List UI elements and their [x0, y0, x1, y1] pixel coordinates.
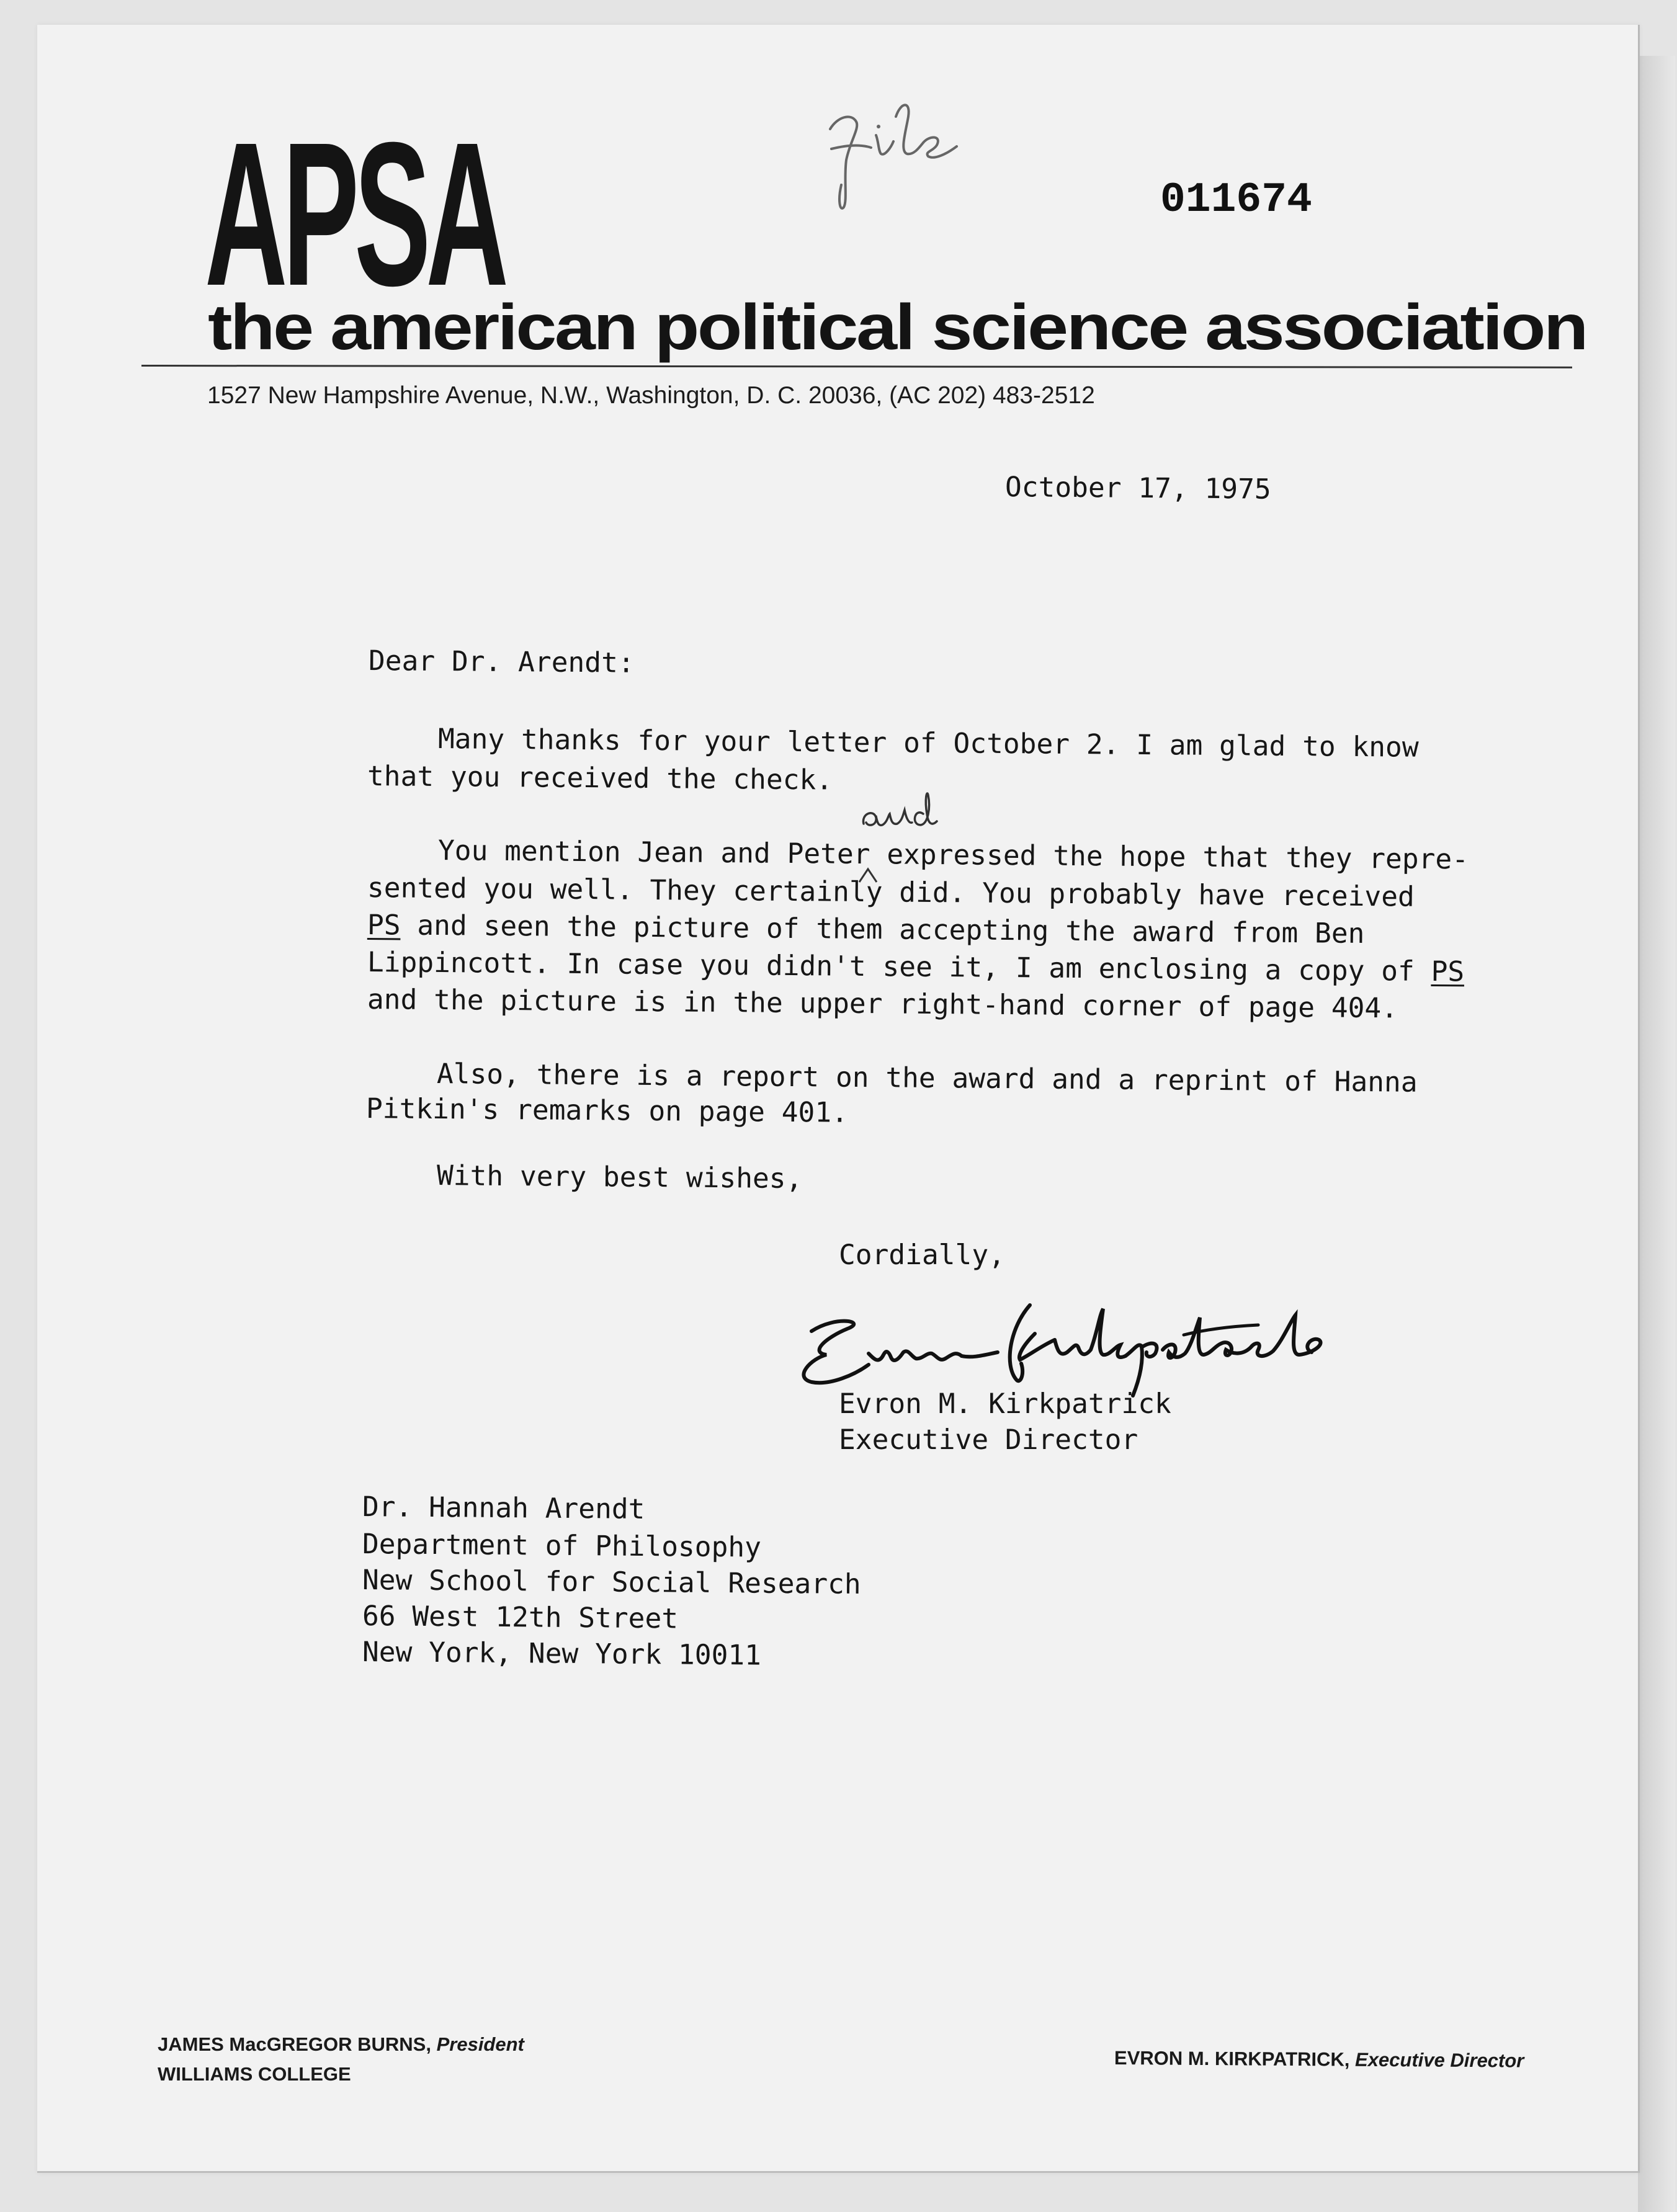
paragraph-2-line-1: You mention Jean and Peter expressed the hope that they repre- — [437, 835, 1469, 876]
recipient-line-5: New York, New York 10011 — [362, 1636, 762, 1672]
organization-name: the american political science association — [208, 292, 1586, 363]
signer-name: Evron M. Kirkpatrick — [839, 1388, 1171, 1420]
letterhead-address: 1527 New Hampshire Avenue, N.W., Washington, D. C. 20036, (AC 202) 483-2512 — [207, 382, 1095, 409]
closing-wishes: With very best wishes, — [436, 1160, 803, 1195]
apsa-logo: APSA — [205, 99, 504, 328]
letter-date: October 17, 1975 — [1004, 471, 1271, 506]
footer-director — [1114, 2047, 1524, 2072]
salutation: Dear Dr. Arendt: — [368, 645, 635, 679]
paragraph-2-line-2-end: did. You probably have received — [882, 876, 1415, 913]
footer-institution: WILLIAMS COLLEGE — [158, 2063, 351, 2085]
journal-abbreviation-ps-2: PS — [1431, 955, 1465, 988]
recipient-line-2: Department of Philosophy — [362, 1528, 762, 1564]
handwritten-and-icon — [855, 789, 948, 839]
paragraph-1-line-1: Many thanks for your letter of October 2. I am glad to know — [437, 723, 1419, 764]
insertion-caret-icon — [857, 867, 879, 883]
footer-director-name: EVRON M. KIRKPATRICK, — [1114, 2047, 1350, 2071]
signature-evron-kirkpatrick — [787, 1290, 1333, 1402]
paragraph-2-line-4-start: Lippincott. In case you didn't see it, I am enclosing a copy of — [367, 947, 1431, 988]
footer-president — [158, 2033, 524, 2056]
paragraph-3-line-1: Also, there is a report on the award and a reprint of Hanna — [436, 1058, 1418, 1099]
recipient-line-1: Dr. Hannah Arendt — [362, 1491, 645, 1525]
paragraph-1-line-2: that you received the check. — [367, 760, 833, 796]
footer-president-title: President — [436, 2033, 524, 2055]
paragraph-2-line-5: and the picture is in the upper right-hand corner of page 404. — [367, 984, 1398, 1025]
closing-cordially: Cordially, — [839, 1239, 1005, 1271]
journal-abbreviation-ps: PS — [367, 909, 401, 942]
footer-director-title: Executive Director — [1354, 2048, 1524, 2072]
paragraph-2-line-2-start: sented you well. They certainly — [367, 872, 883, 909]
signer-title: Executive Director — [839, 1424, 1138, 1456]
recipient-line-3: New School for Social Research — [362, 1564, 861, 1601]
footer-president-name: JAMES MacGREGOR BURNS, — [158, 2033, 431, 2055]
scan-edge-shadow — [1638, 56, 1675, 2212]
paragraph-3-line-2: Pitkin's remarks on page 401. — [365, 1093, 849, 1129]
document-number: 011674 — [1160, 176, 1312, 224]
handwritten-file-note-icon — [819, 92, 980, 216]
paragraph-2-line-3-rest: and seen the picture of them accepting the award from Ben — [400, 909, 1365, 950]
handwritten-insertion — [855, 789, 948, 839]
recipient-line-4: 66 West 12th Street — [362, 1600, 679, 1635]
